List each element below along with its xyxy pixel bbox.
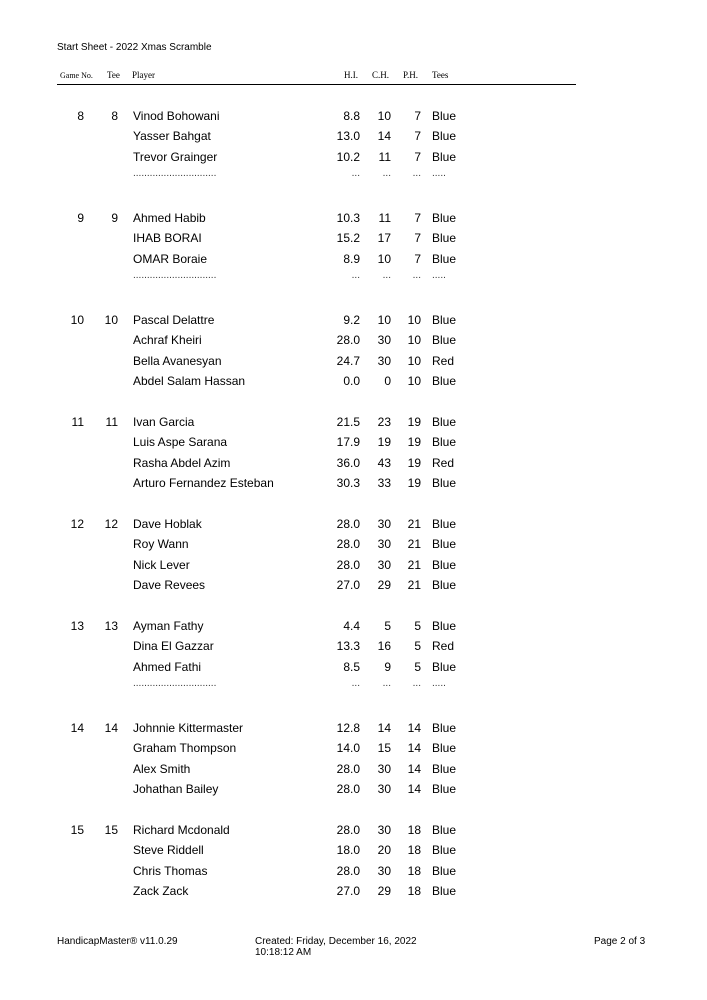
playing-handicap: 10 (407, 333, 421, 348)
tees-color: Blue (432, 578, 457, 593)
player-name: Ahmed Habib (133, 211, 206, 225)
course-handicap: 23 (377, 415, 391, 429)
player-name: Richard Mcdonald (133, 823, 230, 837)
table-row (0, 473, 707, 493)
tees-color: Blue (432, 435, 457, 450)
player-name: Luis Aspe Sarana (133, 435, 228, 450)
playing-handicap: 7 (414, 211, 421, 225)
handicap-index: 21.5 (336, 415, 360, 429)
empty-slot-row (0, 167, 707, 187)
tees-color: Blue (432, 537, 457, 552)
game-number: 9 (77, 211, 84, 225)
playing-handicap: 10 (407, 313, 421, 327)
playing-handicap: 19 (407, 476, 421, 491)
course-handicap: 10 (377, 313, 391, 327)
player-name: Abdel Salam Hassan (133, 374, 246, 389)
game-number: 10 (70, 313, 84, 327)
table-row (0, 514, 707, 534)
handicap-index: 13.0 (336, 129, 360, 144)
course-handicap: 30 (377, 863, 391, 878)
handicap-index: 13.3 (336, 639, 360, 654)
handicap-index: ... (351, 168, 360, 180)
playing-handicap: 7 (414, 129, 421, 144)
course-handicap: 0 (384, 374, 391, 389)
playing-handicap: 19 (407, 455, 421, 470)
player-name: Arturo Fernandez Esteban (133, 476, 274, 491)
course-handicap: 30 (377, 517, 391, 531)
game-number: 15 (70, 823, 84, 837)
player-name: Dave Revees (133, 578, 206, 593)
course-handicap: ... (382, 168, 391, 180)
course-handicap: 5 (384, 619, 391, 633)
course-handicap: 17 (377, 231, 391, 246)
playing-handicap: 18 (407, 843, 421, 858)
handicap-index: ... (351, 678, 360, 690)
table-row (0, 147, 707, 167)
handicap-index: 27.0 (336, 884, 360, 899)
game-number: 11 (71, 415, 84, 429)
table-row (0, 820, 707, 840)
handicap-index: 28.0 (336, 761, 360, 776)
table-row (0, 861, 707, 881)
playing-handicap: 7 (414, 231, 421, 246)
tees-color: ..... (432, 168, 446, 180)
tees-color: Blue (432, 843, 457, 858)
footer-software-version: HandicapMaster® v11.0.29 (57, 936, 178, 947)
tee-number: 12 (104, 517, 118, 531)
course-handicap: 30 (377, 782, 391, 797)
tees-color: Blue (432, 251, 457, 266)
player-name: Zack Zack (133, 884, 189, 899)
playing-handicap: 18 (407, 863, 421, 878)
course-handicap: 14 (377, 129, 391, 144)
tees-color: Red (432, 639, 455, 654)
table-row (0, 249, 707, 269)
course-handicap: 10 (377, 109, 391, 123)
tees-color: Blue (432, 231, 457, 246)
tees-color: Blue (432, 863, 457, 878)
course-handicap: 14 (377, 721, 391, 735)
tee-number: 8 (111, 109, 118, 123)
handicap-index: 28.0 (336, 823, 360, 837)
playing-handicap: ... (412, 678, 421, 690)
handicap-index: 28.0 (336, 557, 360, 572)
course-handicap: 11 (378, 149, 391, 164)
handicap-index: 8.8 (343, 109, 360, 123)
tees-color: Red (432, 455, 455, 470)
table-row (0, 310, 707, 330)
playing-handicap: 19 (407, 435, 421, 450)
tees-color: Blue (432, 333, 457, 348)
sheet-title: Start Sheet - 2022 Xmas Scramble (57, 42, 212, 53)
playing-handicap: 5 (414, 619, 421, 633)
empty-slot-row (0, 269, 707, 289)
tee-number: 9 (111, 211, 118, 225)
course-handicap: 30 (377, 761, 391, 776)
column-header-ch: C.H. (372, 70, 390, 80)
column-header-ph: P.H. (403, 70, 419, 80)
course-handicap: 30 (377, 557, 391, 572)
tees-color: Blue (432, 782, 457, 797)
tees-color: Blue (432, 415, 457, 429)
table-row (0, 575, 707, 595)
player-name: Yasser Bahgat (133, 129, 211, 144)
handicap-index: 12.8 (336, 721, 360, 735)
player-name: Johnnie Kittermaster (133, 721, 244, 735)
playing-handicap: 5 (414, 659, 421, 674)
game-number: 8 (77, 109, 84, 123)
course-handicap: 20 (377, 843, 391, 858)
player-name: Pascal Delattre (133, 313, 215, 327)
table-row (0, 881, 707, 901)
table-row (0, 228, 707, 248)
player-name: Roy Wann (133, 537, 189, 552)
course-handicap: 30 (377, 537, 391, 552)
course-handicap: 29 (377, 578, 391, 593)
tees-color: ..... (432, 678, 446, 690)
player-name: Steve Riddell (133, 843, 204, 858)
handicap-index: 36.0 (336, 455, 360, 470)
column-header-hi: H.I. (344, 70, 358, 80)
player-name: Ayman Fathy (133, 619, 204, 633)
table-row (0, 106, 707, 126)
handicap-index: 8.9 (343, 251, 360, 266)
table-row (0, 453, 707, 473)
game-group (0, 514, 707, 616)
tees-color: Blue (432, 721, 457, 735)
handicap-index: 24.7 (336, 353, 360, 368)
tee-number: 15 (104, 823, 118, 837)
handicap-index: 9.2 (343, 313, 360, 327)
column-header-tees: Tees (432, 70, 449, 80)
handicap-index: 8.5 (343, 659, 360, 674)
column-header-tee: Tee (107, 70, 120, 80)
player-name: IHAB BORAI (133, 231, 202, 246)
game-number: 13 (70, 619, 84, 633)
footer-created-timestamp: Created: Friday, December 16, 2022 10:18:12 AM (255, 936, 417, 958)
player-name: Graham Thompson (133, 741, 237, 756)
game-group (0, 820, 707, 922)
course-handicap: 43 (377, 455, 391, 470)
course-handicap: ... (382, 678, 391, 690)
table-row (0, 657, 707, 677)
game-group (0, 718, 707, 820)
playing-handicap: 10 (407, 374, 421, 389)
game-number: 12 (70, 517, 84, 531)
handicap-index: 10.2 (336, 149, 360, 164)
handicap-index: 4.4 (343, 619, 360, 633)
playing-handicap: 18 (407, 823, 421, 837)
course-handicap: 15 (377, 741, 391, 756)
player-name: Rasha Abdel Azim (133, 455, 231, 470)
game-group (0, 310, 707, 412)
handicap-index: 28.0 (336, 333, 360, 348)
table-row (0, 840, 707, 860)
table-row (0, 371, 707, 391)
player-name: Alex Smith (133, 761, 191, 776)
playing-handicap: 7 (414, 149, 421, 164)
playing-handicap: 14 (407, 741, 421, 756)
course-handicap: 33 (377, 476, 391, 491)
course-handicap: 16 (377, 639, 391, 654)
tee-number: 10 (104, 313, 118, 327)
course-handicap: 30 (377, 353, 391, 368)
playing-handicap: 14 (407, 782, 421, 797)
playing-handicap: 21 (407, 517, 421, 531)
table-row (0, 126, 707, 146)
tees-color: Blue (432, 149, 457, 164)
handicap-index: 28.0 (336, 517, 360, 531)
course-handicap: 19 (377, 435, 391, 450)
player-name: .............................. (133, 678, 217, 690)
playing-handicap: ... (412, 168, 421, 180)
tee-number: 14 (104, 721, 118, 735)
handicap-index: 27.0 (336, 578, 360, 593)
tee-number: 13 (104, 619, 118, 633)
table-row (0, 759, 707, 779)
game-group (0, 208, 707, 310)
playing-handicap: 21 (407, 557, 421, 572)
tees-color: Blue (432, 884, 457, 899)
table-row (0, 330, 707, 350)
course-handicap: 11 (378, 211, 391, 225)
playing-handicap: 7 (414, 109, 421, 123)
handicap-index: 28.0 (336, 537, 360, 552)
column-header-row (57, 70, 576, 85)
tees-color: Blue (432, 761, 457, 776)
tees-color: Blue (432, 557, 457, 572)
game-group (0, 106, 707, 208)
tees-color: Blue (432, 659, 457, 674)
player-name: .............................. (133, 168, 217, 180)
playing-handicap: 21 (407, 578, 421, 593)
player-name: Ahmed Fathi (133, 659, 202, 674)
player-name: Achraf Kheiri (133, 333, 202, 348)
handicap-index: 28.0 (336, 863, 360, 878)
tees-color: Blue (432, 517, 457, 531)
playing-handicap: 5 (414, 639, 421, 654)
playing-handicap: 14 (407, 761, 421, 776)
player-name: Chris Thomas (133, 863, 208, 878)
handicap-index: 17.9 (336, 435, 360, 450)
player-name: Vinod Bohowani (133, 109, 220, 123)
handicap-index: 0.0 (343, 374, 360, 389)
table-row (0, 432, 707, 452)
course-handicap: 9 (384, 659, 391, 674)
handicap-index: 15.2 (336, 231, 360, 246)
player-name: OMAR Boraie (133, 251, 208, 266)
player-name: Johathan Bailey (133, 782, 219, 797)
handicap-index: 30.3 (336, 476, 360, 491)
tee-number: 11 (105, 415, 118, 429)
tees-color: Blue (432, 619, 457, 633)
playing-handicap: ... (412, 270, 421, 282)
course-handicap: 30 (377, 333, 391, 348)
playing-handicap: 18 (407, 884, 421, 899)
table-row (0, 412, 707, 432)
column-header-game-no: Game No. (60, 71, 93, 80)
handicap-index: ... (351, 270, 360, 282)
playing-handicap: 7 (414, 251, 421, 266)
player-name: .............................. (133, 270, 217, 282)
table-row (0, 779, 707, 799)
table-row (0, 616, 707, 636)
course-handicap: ... (382, 270, 391, 282)
tees-color: Blue (432, 109, 457, 123)
handicap-index: 18.0 (336, 843, 360, 858)
player-name: Bella Avanesyan (133, 353, 222, 368)
playing-handicap: 19 (407, 415, 421, 429)
handicap-index: 10.3 (336, 211, 360, 225)
player-name: Dave Hoblak (133, 517, 202, 531)
player-name: Trevor Grainger (133, 149, 218, 164)
playing-handicap: 14 (407, 721, 421, 735)
course-handicap: 29 (377, 884, 391, 899)
empty-slot-row (0, 677, 707, 697)
tees-color: Blue (432, 211, 457, 225)
footer-page-number: Page 2 of 3 (594, 936, 646, 947)
start-sheet-table (0, 106, 707, 922)
course-handicap: 10 (377, 251, 391, 266)
table-row (0, 208, 707, 228)
tees-color: Red (432, 353, 455, 368)
table-row (0, 636, 707, 656)
table-row (0, 718, 707, 738)
player-name: Nick Lever (133, 557, 190, 572)
tees-color: Blue (432, 313, 457, 327)
player-name: Dina El Gazzar (133, 639, 214, 654)
table-row (0, 738, 707, 758)
handicap-index: 14.0 (336, 741, 360, 756)
game-group (0, 412, 707, 514)
tees-color: Blue (432, 476, 457, 491)
column-header-player: Player (132, 70, 155, 80)
table-row (0, 534, 707, 554)
table-row (0, 555, 707, 575)
handicap-index: 28.0 (336, 782, 360, 797)
tees-color: Blue (432, 741, 457, 756)
tees-color: Blue (432, 374, 457, 389)
player-name: Ivan Garcia (133, 415, 195, 429)
tees-color: Blue (432, 129, 457, 144)
game-number: 14 (70, 721, 84, 735)
playing-handicap: 21 (407, 537, 421, 552)
tees-color: ..... (432, 270, 446, 282)
tees-color: Blue (432, 823, 457, 837)
table-row (0, 351, 707, 371)
course-handicap: 30 (377, 823, 391, 837)
game-group (0, 616, 707, 718)
playing-handicap: 10 (407, 353, 421, 368)
